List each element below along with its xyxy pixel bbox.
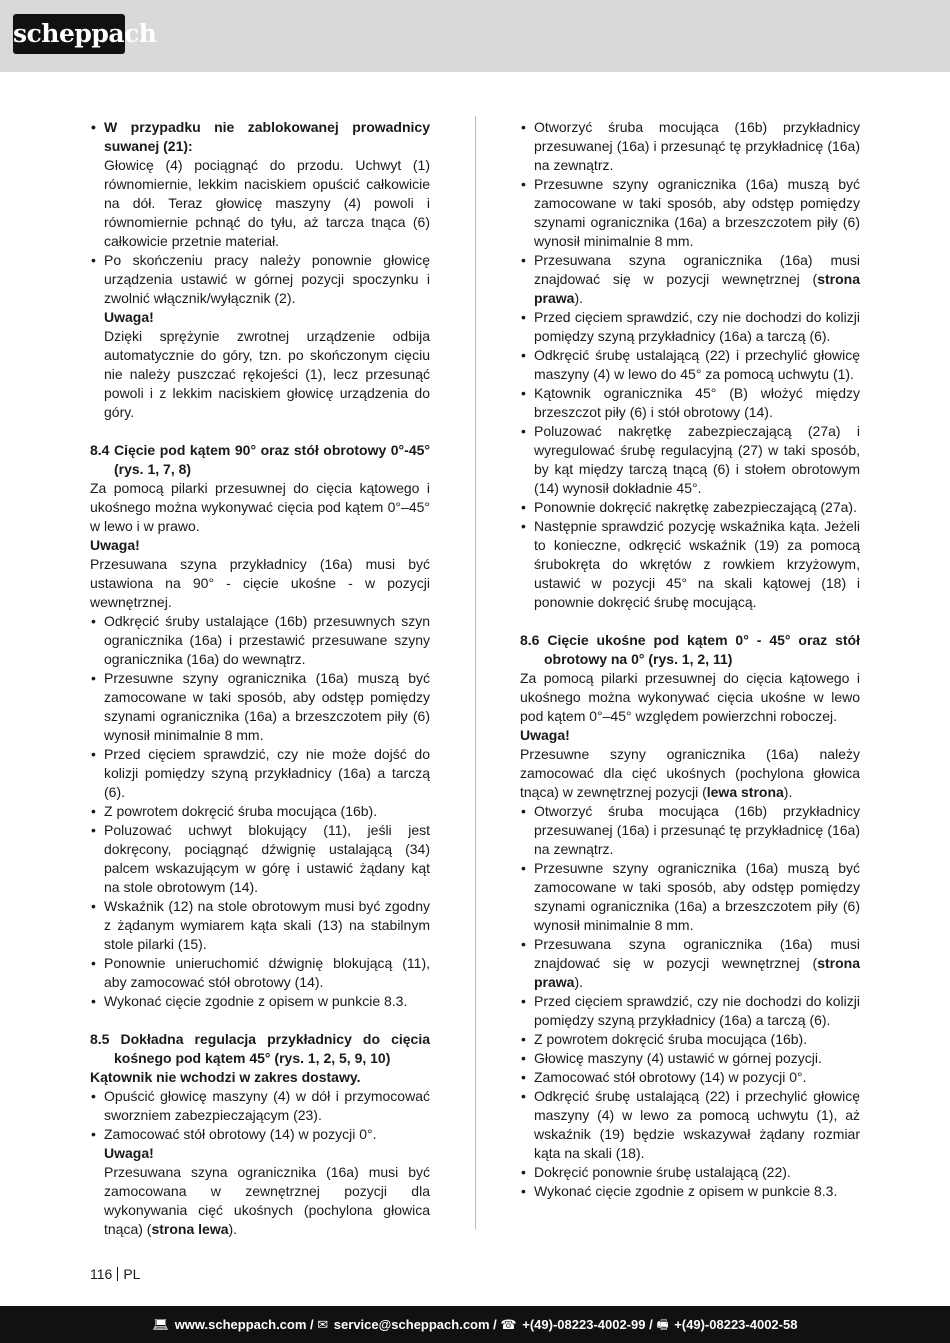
- text-run: Za pomocą pilarki przesuwnej do cięcia kątowego i ukośnego można wykonywać cięcia pod kątem 0°–45° w lewo i w prawo.: [90, 480, 430, 534]
- list-item: [520, 802, 860, 859]
- paragraph: [520, 669, 860, 726]
- fax-icon: 🖷︎: [656, 1317, 669, 1332]
- page-number-value: 116: [90, 1266, 113, 1282]
- list-item: [520, 498, 860, 517]
- list-item: [520, 1068, 860, 1087]
- text-run: Przesuwne szyny ogranicznika (16a) muszą być zamocowane w taki sposób, aby odstęp pomiędzy szynami ogranicznika (16a) a brzeszczotem piły (6) wynosił minimalnie 8 mm.: [534, 860, 860, 933]
- paragraph: [90, 479, 430, 536]
- list-item: [90, 1125, 430, 1144]
- telephone-icon: ☎︎: [500, 1317, 517, 1332]
- text-run: Zamocować stół obrotowy (14) w pozycji 0°.: [104, 1126, 377, 1142]
- text-run: Ponownie unieruchomić dźwignię blokującą (11), aby zamocować stół obrotowy (14).: [104, 955, 430, 990]
- text-run: Poluzować nakrętkę zabezpieczającą (27a) i wyregulować śrubę regulacyjną (27) w taki sposób, by kąt między tarczą tnącą (6) i stołem obrotowym (14) wynosił dokładnie 45°.: [534, 423, 860, 496]
- list-item: [520, 175, 860, 251]
- list-item: [520, 422, 860, 498]
- note-label: [90, 308, 430, 327]
- note-label: [90, 1144, 430, 1163]
- scheppach-logo: scheppach: [13, 14, 125, 54]
- paragraph: [90, 555, 430, 612]
- header-bar: [0, 0, 950, 72]
- text-run: Uwaga!: [520, 727, 570, 743]
- list-item: [90, 821, 430, 897]
- right-column: [520, 118, 860, 1201]
- list-item: [520, 1087, 860, 1163]
- list-item: [90, 1087, 430, 1125]
- list-subtext: [90, 156, 430, 251]
- list-item: [520, 1030, 860, 1049]
- text-run: Po skończeniu pracy należy ponownie głowicę urządzenia ustawić w górnej pozycji spoczynku i zwolnić włącznik/wyłącznik (2).: [104, 252, 430, 306]
- list-item-bold: [90, 118, 430, 156]
- section-heading: [90, 1030, 430, 1068]
- section-heading: [90, 441, 430, 479]
- list-item: [90, 992, 430, 1011]
- text-run: Przed cięciem sprawdzić, czy nie dochodzi do kolizji pomiędzy szyną przykładnicy (16a) a tarczą (6).: [534, 309, 860, 344]
- left-column: [90, 118, 430, 1239]
- text-run-after: ).: [574, 974, 584, 990]
- text-run: Odkręcić śrubę ustalającą (22) i przechylić głowicę maszyny (4) w lewo do 45° za pomocą uchwytu (1).: [534, 347, 860, 382]
- list-subtext: [90, 327, 430, 422]
- text-run: Opuścić głowicę maszyny (4) w dół i przymocować sworzniem zabezpieczającym (23).: [104, 1088, 430, 1123]
- footer-email[interactable]: service@scheppach.com /: [333, 1317, 497, 1332]
- text-run: Głowicę (4) pociągnąć do przodu. Uchwyt (1) równomiernie, lekkim naciskiem opuścić całkowicie na dół. Teraz głowicę maszyny (4) powoli i równomiernie pchnąć do tyłu, aż tarcza tnąca (6) całkowicie przetnie materiał.: [104, 157, 430, 249]
- text-run-after: ).: [783, 784, 793, 800]
- list-item: [520, 346, 860, 384]
- list-item: [90, 954, 430, 992]
- text-run: Wskaźnik (12) na stole obrotowym musi być zgodny z żądanym wymiarem kąta skali (13) na stabilnym stole pilarki (15).: [104, 898, 430, 952]
- text-run: Przed cięciem sprawdzić, czy nie dochodzi do kolizji pomiędzy szyną przykładnicy (16a) a tarczą (6).: [534, 993, 860, 1028]
- list-item: [90, 251, 430, 308]
- text-run: 8.5 Dokładna regulacja przykładnicy do cięcia kośnego pod kątem 45° (rys. 1, 2, 5, 9, 10): [90, 1031, 430, 1066]
- text-run: Przesuwne szyny ogranicznika (16a) należy zamocować dla cięć ukośnych (pochylona głowica tnąca) w zewnętrznej pozycji (: [520, 746, 860, 800]
- list-item: [90, 669, 430, 745]
- text-run: Głowicę maszyny (4) ustawić w górnej pozycji.: [534, 1050, 822, 1066]
- list-item: [90, 745, 430, 802]
- list-item: [90, 612, 430, 669]
- text-run-after: ).: [574, 290, 584, 306]
- bold-text-run: strona lewa: [151, 1221, 229, 1237]
- footer-fax: +(49)-08223-4002-58: [674, 1317, 798, 1332]
- text-run: Poluzować uchwyt blokujący (11), jeśli jest dokręcony, pociągnąć dźwignię ustalającą (34) palcem wskazującym w górę i ustawić żądany kąt na stole obrotowym (14).: [104, 822, 430, 895]
- text-run: Dokręcić ponownie śrubę ustalającą (22).: [534, 1164, 791, 1180]
- computer-icon: 💻︎: [152, 1317, 170, 1332]
- text-run: Uwaga!: [104, 309, 154, 325]
- bold-text-run: strona prawa: [534, 271, 860, 306]
- text-run: 8.4 Cięcie pod kątem 90° oraz stół obrotowy 0°-45° (rys. 1, 7, 8): [90, 442, 430, 477]
- text-run: Przesuwana szyna przykładnicy (16a) musi być ustawiona na 90° - cięcie ukośne - w pozycji wewnętrznej.: [90, 556, 430, 610]
- text-run: Kątownik nie wchodzi w zakres dostawy.: [90, 1069, 361, 1085]
- list-item: [520, 251, 860, 308]
- text-run: Zamocować stół obrotowy (14) w pozycji 0°.: [534, 1069, 807, 1085]
- text-run: Przesuwne szyny ogranicznika (16a) muszą być zamocowane w taki sposób, aby odstęp pomiędzy szynami ogranicznika (16a) a brzeszczotem piły (6) wynosił minimalnie 8 mm.: [104, 670, 430, 743]
- text-run: Za pomocą pilarki przesuwnej do cięcia kątowego i ukośnego można wykonywać cięcia ukośne w lewo pod kątem 0°–45° względem powierzchni roboczej.: [520, 670, 860, 724]
- envelope-icon: ✉︎: [317, 1317, 329, 1332]
- list-item: [520, 118, 860, 175]
- list-item: [520, 1163, 860, 1182]
- text-run: Otworzyć śruba mocująca (16b) przykładnicy przesuwanej (16a) i przesunąć tę przykładnicę (16a) na zewnątrz.: [534, 119, 860, 173]
- text-run: Następnie sprawdzić pozycję wskaźnika kąta. Jeżeli to konieczne, odkręcić wskaźnik (19) za pomocą śrubokręta do wkrętów z rowkiem krzyżowym, ustawić w pozycji 45° na skali kątowej (18) i ponownie dokręcić śrubę mocującą.: [534, 518, 860, 610]
- footer-website[interactable]: www.scheppach.com /: [174, 1317, 314, 1332]
- text-run: Przesuwana szyna ogranicznika (16a) musi być zamocowana w zewnętrznej pozycji dla wykonywania cięć ukośnych (pochylona głowica tnąca) (: [104, 1164, 430, 1237]
- bold-text-run: strona prawa: [534, 955, 860, 990]
- footer-phone: +(49)-08223-4002-99 /: [522, 1317, 653, 1332]
- page-language: PL: [123, 1266, 141, 1282]
- text-run: Z powrotem dokręcić śruba mocująca (16b).: [534, 1031, 808, 1047]
- bold-paragraph: [520, 726, 860, 745]
- bold-paragraph: [90, 1068, 430, 1087]
- text-run: 8.6 Cięcie ukośne pod kątem 0° - 45° oraz stół obrotowy na 0° (rys. 1, 2, 11): [520, 632, 860, 667]
- text-run: Uwaga!: [90, 537, 140, 553]
- text-run: Przesuwana szyna ogranicznika (16a) musi znajdować się w pozycji wewnętrznej (: [534, 252, 860, 287]
- text-run: Przed cięciem sprawdzić, czy nie może dojść do kolizji pomiędzy szyną przykładnicy (16a) a tarczą (6).: [104, 746, 430, 800]
- list-item: [520, 517, 860, 612]
- text-run: Wykonać cięcie zgodnie z opisem w punkcie 8.3.: [104, 993, 408, 1009]
- section-heading: [520, 631, 860, 669]
- list-item: [520, 992, 860, 1030]
- text-run: W przypadku nie zablokowanej prowadnicy suwanej (21):: [104, 119, 430, 154]
- text-run-after: ).: [228, 1221, 238, 1237]
- list-item: [520, 859, 860, 935]
- column-divider: [475, 116, 476, 1230]
- bold-paragraph: [90, 536, 430, 555]
- list-item: [520, 308, 860, 346]
- text-run: Przesuwana szyna ogranicznika (16a) musi znajdować się w pozycji wewnętrznej (: [534, 936, 860, 971]
- list-item: [520, 1182, 860, 1201]
- list-item: [520, 1049, 860, 1068]
- text-run: Wykonać cięcie zgodnie z opisem w punkcie 8.3.: [534, 1183, 838, 1199]
- list-item: [520, 384, 860, 422]
- page-number-separator: [117, 1267, 118, 1281]
- page-number: [90, 1266, 140, 1282]
- text-run: Uwaga!: [104, 1145, 154, 1161]
- list-subtext: [90, 1163, 430, 1239]
- paragraph: [520, 745, 860, 802]
- text-run: Odkręcić śrubę ustalającą (22) i przechylić głowicę maszyny (4) w lewo za pomocą uchwytu (1), aż wskaźnik (19) będzie wskazywał żądany rozmiar kąta na skali (18).: [534, 1088, 860, 1161]
- text-run: Otworzyć śruba mocująca (16b) przykładnicy przesuwanej (16a) i przesunąć tę przykładnicę (16a) na zewnątrz.: [534, 803, 860, 857]
- list-item: [90, 897, 430, 954]
- text-run: Z powrotem dokręcić śruba mocująca (16b).: [104, 803, 378, 819]
- footer-bar: [0, 1306, 950, 1343]
- text-run: Dzięki sprężynie zwrotnej urządzenie odbija automatycznie do góry, tzn. po skończonym cięciu nie należy puszczać rękojeści (1), lecz przesunąć powoli i z lekkim naciskiem głowicę urządzenia do góry.: [104, 328, 430, 420]
- bold-text-run: lewa strona: [706, 784, 784, 800]
- text-run: Ponownie dokręcić nakrętkę zabezpieczającą (27a).: [534, 499, 857, 515]
- text-run: Kątownik ogranicznika 45° (B) włożyć między brzeszczot piły (6) i stół obrotowy (14).: [534, 385, 860, 420]
- list-item: [520, 935, 860, 992]
- text-run: Przesuwne szyny ogranicznika (16a) muszą być zamocowane w taki sposób, aby odstęp pomiędzy szynami ogranicznika (16a) a brzeszczotem piły (6) wynosił minimalnie 8 mm.: [534, 176, 860, 249]
- text-run: Odkręcić śruby ustalające (16b) przesuwnych szyn ogranicznika (16a) i przestawić przesuwane szyny ogranicznika (16a) do wewnątrz.: [104, 613, 430, 667]
- list-item: [90, 802, 430, 821]
